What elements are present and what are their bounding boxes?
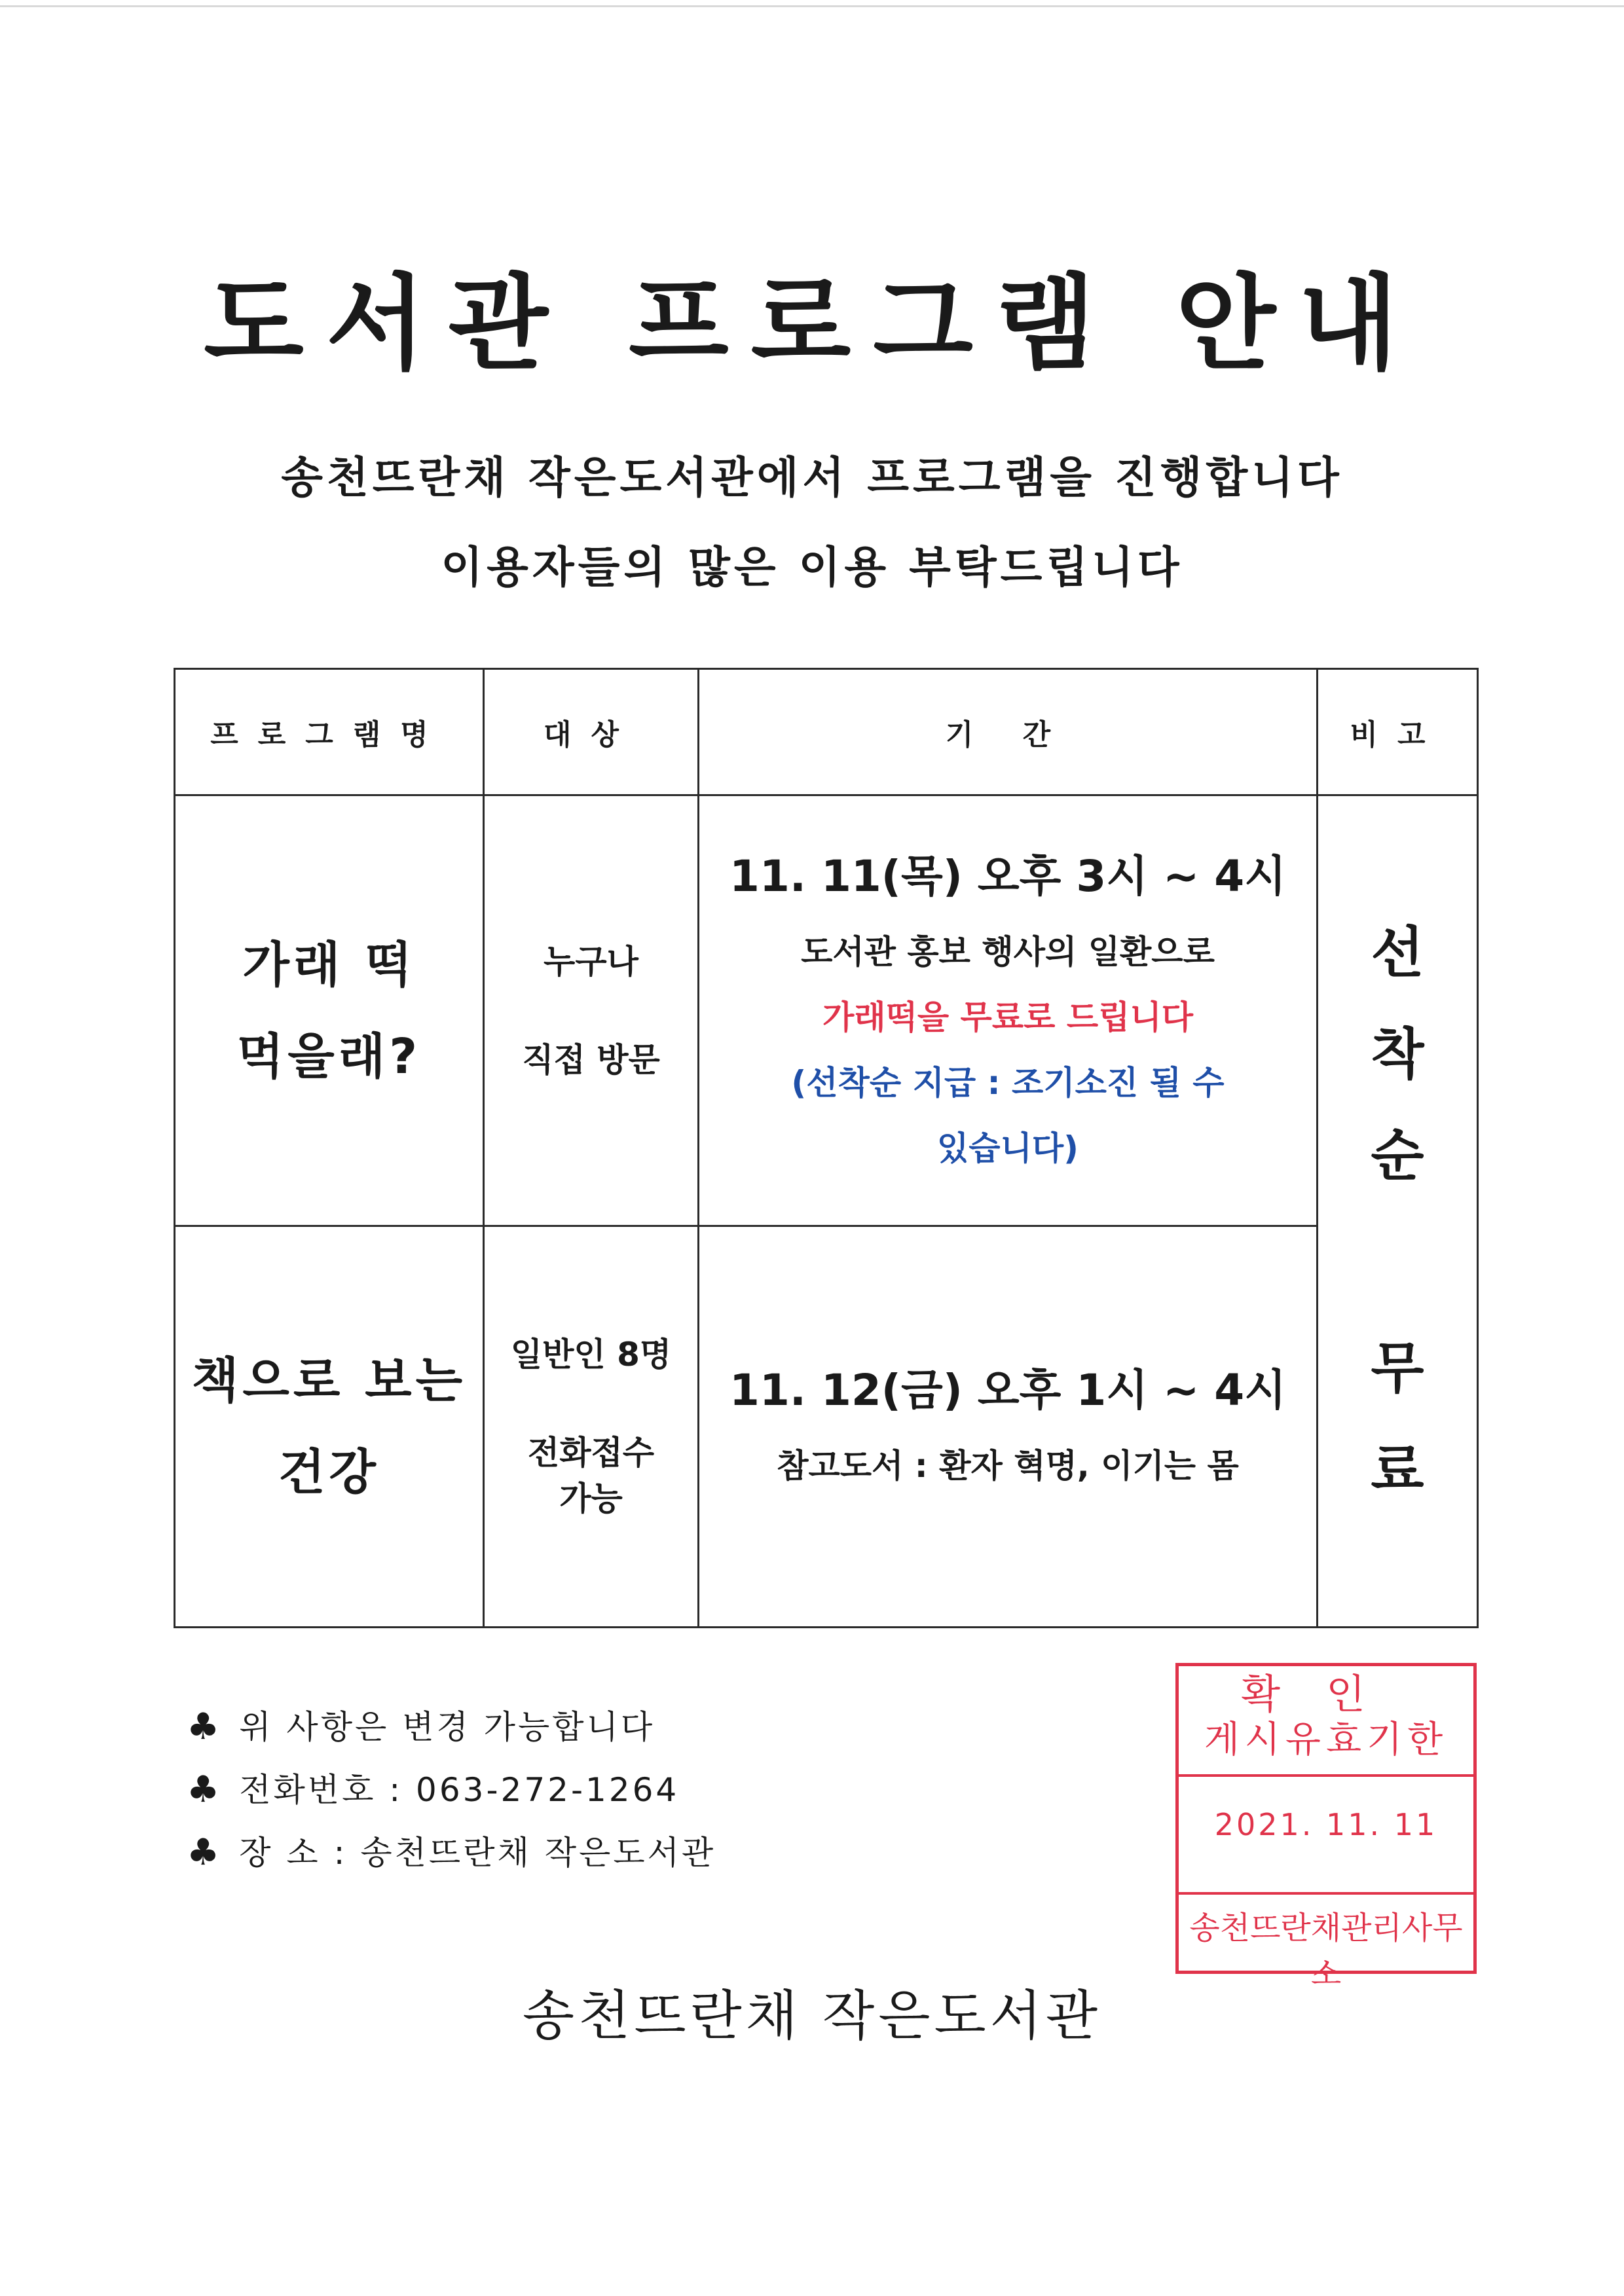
note-text: 장 소 : 송천뜨란채 작은도서관	[239, 1834, 716, 1872]
list-item	[187, 1758, 716, 1821]
note-char: 무	[1371, 1336, 1424, 1400]
stamp-divider	[1179, 1774, 1473, 1777]
note-text: 전화번호 : 063-272-1264	[239, 1771, 680, 1809]
stamp-divider	[1179, 1892, 1473, 1895]
subtitle-line-1: 송천뜨란채 작은도서관에서 프로그램을 진행합니다	[281, 452, 1343, 503]
period-description: 도서관 홍보 행사의 일환으로	[801, 932, 1215, 971]
note-char: 착	[1371, 1021, 1424, 1086]
program-name-line: 책으로 보는	[191, 1353, 467, 1409]
period-datetime: 11. 11(목) 오후 3시 ~ 4시	[729, 850, 1286, 902]
program-name-line: 건강	[278, 1444, 380, 1501]
list-item	[187, 1696, 716, 1758]
table-row	[175, 795, 1478, 1226]
list-item	[187, 1821, 716, 1884]
target-line: 일반인 8명	[510, 1336, 672, 1374]
period-highlight-blue: (선착순 지급 : 조기소진 될 수	[791, 1063, 1225, 1102]
table-header-row	[175, 669, 1478, 795]
period-datetime: 11. 12(금) 오후 1시 ~ 4시	[729, 1365, 1286, 1415]
notes-list	[187, 1696, 716, 1884]
footer-organization: 송천뜨란채 작은도서관	[522, 1985, 1102, 2047]
note-cell	[1318, 795, 1478, 1628]
stamp-validity-label: 게시유효기한	[1204, 1719, 1449, 1761]
program-name-cell	[175, 1226, 484, 1628]
period-description: 참고도서 : 환자 혁명, 이기는 몸	[777, 1447, 1239, 1485]
target-cell	[484, 1226, 699, 1628]
subtitle-line-2: 이용자들의 많은 이용 부탁드립니다	[441, 542, 1183, 592]
target-line: 누구나	[544, 942, 638, 981]
program-name-line: 먹을래?	[236, 1028, 422, 1085]
page-title: 도서관 프로그램 안내	[204, 264, 1420, 384]
period-cell	[699, 795, 1318, 1226]
target-line: 가능	[559, 1480, 623, 1518]
approval-stamp	[1175, 1663, 1477, 1992]
scan-top-edge	[0, 5, 1624, 7]
header-period: 기 간	[699, 669, 1318, 795]
note-char: 순	[1371, 1123, 1424, 1188]
stamp-confirm: 확인	[1241, 1670, 1411, 1718]
header-note: 비고	[1318, 669, 1478, 795]
stamp-office: 송천뜨란채관리사무소	[1189, 1910, 1463, 1992]
club-icon: ♣	[187, 1768, 223, 1811]
period-highlight-red: 가래떡을 무료로 드립니다	[822, 998, 1194, 1036]
target-line: 전화접수	[527, 1434, 655, 1472]
period-cell	[699, 1226, 1318, 1628]
target-cell	[484, 795, 699, 1226]
target-line: 직접 방문	[522, 1040, 660, 1079]
program-name-line: 가래 떡	[242, 936, 416, 993]
header-program-name: 프로그램명	[175, 669, 484, 795]
program-name-cell	[175, 795, 484, 1226]
stamp-date: 2021. 11. 11	[1214, 1807, 1438, 1842]
header-target: 대상	[484, 669, 699, 795]
note-char: 료	[1371, 1437, 1424, 1502]
club-icon: ♣	[187, 1831, 223, 1874]
note-char: 선	[1371, 920, 1424, 985]
club-icon: ♣	[187, 1705, 223, 1748]
program-table	[174, 668, 1479, 1628]
table-row	[175, 1226, 1478, 1628]
note-text: 위 사항은 변경 가능합니다	[239, 1708, 655, 1746]
period-highlight-blue: 있습니다)	[936, 1129, 1079, 1167]
